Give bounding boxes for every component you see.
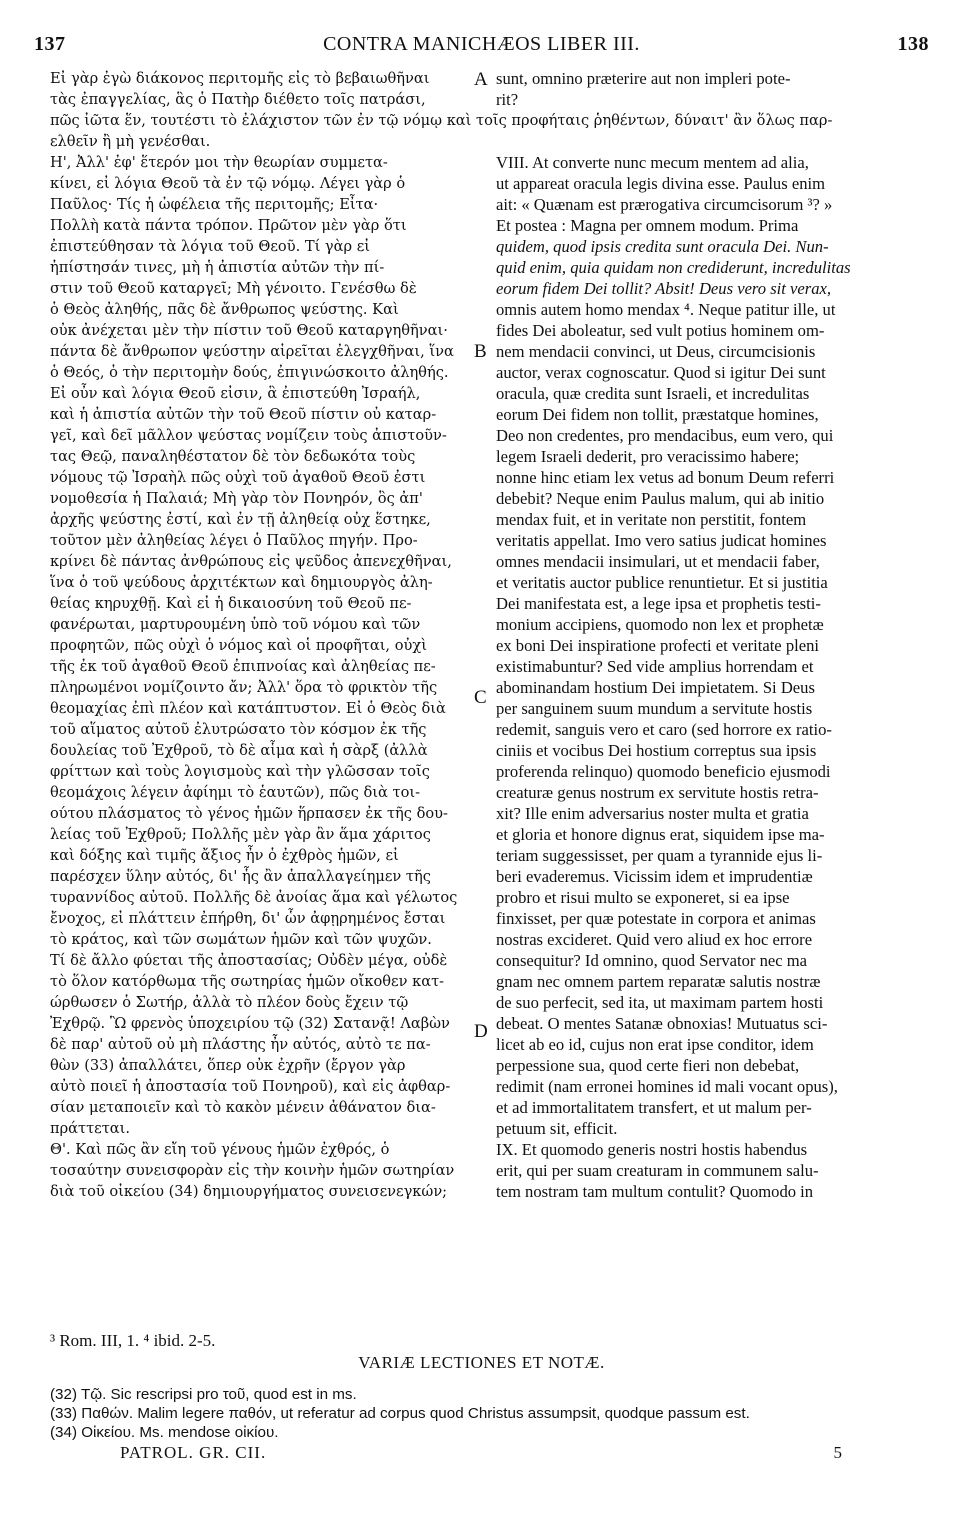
latin-line: rit? <box>496 90 519 109</box>
latin-line: fides Dei aboleatur, sed vult potius hominem om- <box>496 321 825 340</box>
greek-line: θὼν (33) ἀπαλλάτει, ὅπερ οὐκ ἐχρῆν (ἔργον γὰρ <box>50 1057 406 1074</box>
greek-line: κίνει, εἰ λόγια Θεοῦ τὰ ἐν τῷ νόμῳ. Λέγει γὰρ ὁ <box>50 175 406 192</box>
latin-line: consequitur? Id omnino, quod Servator nec ma <box>496 951 808 970</box>
latin-line: tem nostram tam multum contulit? Quomodo in <box>496 1182 814 1201</box>
latin-line: VIII. At converte nunc mecum mentem ad alia, <box>496 153 809 172</box>
note-line: (34) Οἰκείου. Ms. mendose οἰκίου. <box>50 1424 279 1441</box>
greek-line: καὶ δόξης καὶ τιμῆς ἄξιος ἦν ὁ ἐχθρὸς ἡμῶν, εἰ <box>50 847 399 864</box>
latin-line: mendax fuit, et in veritate non perstitit, fontem <box>496 510 807 529</box>
running-title: CONTRA MANICHÆOS LIBER III. <box>323 33 640 55</box>
greek-line: ἵνα ὁ τοῦ ψεύδους ἀρχιτέκτων καὶ δημιουργὸς ἀλη- <box>50 574 433 591</box>
latin-column-top <box>496 68 926 110</box>
latin-line: beri evaderemus. Vicissim idem et imprudentiæ <box>496 867 813 886</box>
variae-notes <box>50 1385 926 1442</box>
greek-line: θεομαχίας ἐπὶ πλέον καὶ κατάπτυστον. Εἰ ὁ Θεὸς διὰ <box>50 700 446 717</box>
running-header <box>34 33 929 59</box>
greek-line: τοῦτον μὲν ἀληθείας λέγει ὁ Παῦλος πηγήν. Προ- <box>50 532 418 549</box>
greek-line: Θ'. Καὶ πῶς ἂν εἴη τοῦ γένους ἡμῶν ἐχθρός, ὁ <box>50 1141 390 1158</box>
latin-line: auctor, verax cognoscatur. Quod si igitur Dei sunt <box>496 363 826 382</box>
footnote-references: ³ Rom. III, 1. ⁴ ibid. 2-5. <box>50 1331 216 1350</box>
footer-signature: PATROL. GR. CII. <box>120 1443 267 1462</box>
greek-line: νομοθεσία ἡ Παλαιά; Μὴ γὰρ τὸν Πονηρόν, ὃς ἀπ' <box>50 490 423 507</box>
greek-line: πάντα δὲ ἄνθρωπον ψεύστην αἱρεῖται ἐλεγχθῆναι, ἵνα <box>50 343 454 360</box>
greek-line: Η', Ἀλλ' ἐφ' ἕτερόν μοι τὴν θεωρίαν συμμετα- <box>50 154 388 171</box>
greek-line: Εἰ οὖν καὶ λόγια Θεοῦ εἰσιν, ἃ ἐπιστεύθη Ἰσραήλ, <box>50 385 421 402</box>
greek-line: ούτου πλάσματος τὸ γένος ἡμῶν ἥρπασεν ἐκ τῆς δου- <box>50 805 448 822</box>
greek-column-top <box>50 68 468 110</box>
latin-line: ex boni Dei inspiratione profecti et veritate pleni <box>496 636 820 655</box>
greek-line: διὰ τοῦ οἰκείου (34) δημιουργήματος συνεισενεγκών; <box>50 1183 448 1200</box>
greek-line: πράττεται. <box>50 1120 131 1137</box>
latin-line: ciniis et vocibus Dei hostium correptus sua ipsis <box>496 741 817 760</box>
greek-line: τὸ κράτος, καὶ τῶν σωμάτων ἡμῶν καὶ τῶν ψυχῶν. <box>50 931 432 948</box>
greek-line: τῆς ἐκ τοῦ ἀγαθοῦ Θεοῦ ἐπιπνοίας καὶ ἀληθείας πε- <box>50 658 436 675</box>
latin-line: quid enim, quia quidam non crediderunt, incredulitas <box>496 258 851 277</box>
variae-lectiones-title: VARIÆ LECTIONES ET NOTÆ. <box>358 1353 605 1372</box>
note-line: (32) Τῷ. Sic rescripsi pro τοῦ, quod est in ms. <box>50 1386 357 1403</box>
margin-letter-a: A <box>474 69 488 90</box>
margin-letter-c: C <box>474 687 487 708</box>
latin-line: debeat. O mentes Satanæ obnoxias! Mutuatus sci- <box>496 1014 828 1033</box>
greek-line: Εἰ γὰρ ἐγὼ διάκονος περιτομῆς εἰς τὸ βεβαιωθῆναι <box>50 70 430 87</box>
latin-line: Dei manifestata est, a lege ipsa et prophetis testi- <box>496 594 821 613</box>
latin-line: eorum fidem Dei tollit? Absit! Deus vero sit verax, <box>496 279 832 298</box>
greek-line: Παῦλος· Τίς ἡ ὠφέλεια τῆς περιτομῆς; Εἶτα· <box>50 196 379 213</box>
latin-line: et gloria et honore dignus erat, siquidem ipse ma- <box>496 825 825 844</box>
latin-line: omnes mendacii insimulari, ut et mendacii faber, <box>496 552 820 571</box>
latin-line: nostras excideret. Quid vero aliud ex hoc errore <box>496 930 813 949</box>
margin-letter-b: B <box>474 341 487 362</box>
greek-line: στιν τοῦ Θεοῦ καταργεῖ; Μὴ γένοιτο. Γενέσθω δὲ <box>50 280 417 297</box>
greek-line: τοσαύτην συνεισφορὰν εἰς τὴν κοινὴν ἡμῶν σωτηρίαν <box>50 1162 455 1179</box>
greek-line: ἠπίστησάν τινες, μὴ ἡ ἀπιστία αὐτῶν τὴν πί- <box>50 259 385 276</box>
latin-line: de suo perfecit, sed ita, ut maximam partem hosti <box>496 993 824 1012</box>
latin-line: nem mendacii convinci, ut Deus, circumcisionis <box>496 342 816 361</box>
latin-line: nonne hinc etiam lex vetus ad bonum Deum referri <box>496 468 835 487</box>
greek-line: ἀρχῆς ψεύστης ἐστί, καὶ ἐν τῇ ἀληθείᾳ οὐχ ἕστηκε, <box>50 511 431 528</box>
latin-line: teriam suggessisset, per quam a tyrannide ejus li- <box>496 846 823 865</box>
latin-line: abominandam hostium Dei impietatem. Si Deus <box>496 678 815 697</box>
latin-line: monium accipiens, quomodo non lex et prophetæ <box>496 615 824 634</box>
latin-line: existimabuntur? Sed vide amplius horrendam et <box>496 657 814 676</box>
latin-line: redemit, sanguis vero et caro (sed horrore ex ratio- <box>496 720 832 739</box>
footer-sheet-number: 5 <box>833 1443 843 1462</box>
latin-line: proferenda relinquo) quomodo beneficio ejusmodi <box>496 762 831 781</box>
latin-line: Et postea : Magna per omnem modum. Prima <box>496 216 799 235</box>
greek-line: Πολλὴ κατὰ πάντα τρόπον. Πρῶτον μὲν γὰρ ὅτι <box>50 217 407 234</box>
greek-line: λείας τοῦ Ἐχθροῦ; Πολλῆς μὲν γὰρ ἂν ἅμα χάριτος <box>50 826 431 843</box>
latin-line: creaturæ genus nostrum ex servitute hostis retra- <box>496 783 819 802</box>
latin-line: licet ab eo id, cujus non erat ipse conditor, idem <box>496 1035 814 1054</box>
greek-line: ὁ Θεός, ὁ τὴν περιτομὴν δούς, ἐπιγινώσκοιτο ἀληθής. <box>50 364 449 381</box>
latin-line: sunt, omnino præterire aut non impleri pote- <box>496 69 791 88</box>
latin-line: ut appareat oracula legis divina esse. Paulus enim <box>496 174 826 193</box>
latin-line: quidem, quod ipsis credita sunt oracula Dei. Nun- <box>496 237 829 256</box>
greek-line: γεῖ, καὶ δεῖ μᾶλλον ψεύστας νομίζειν τοὺς ἀπιστοῦν- <box>50 427 447 444</box>
latin-line: per sanguinem suum mundum a servitute hostis <box>496 699 813 718</box>
greek-line: αὐτὸ ποιεῖ ἡ ἀποστασία τοῦ Πονηροῦ), καὶ εἰς ἀφθαρ- <box>50 1078 451 1095</box>
latin-line: IX. Et quomodo generis nostri hostis habendus <box>496 1140 808 1159</box>
greek-line: πῶς ἰῶτα ἕν, τουτέστι τὸ ἐλάχιστον τῶν ἐν τῷ νόμῳ καὶ τοῖς προφήταις ῥηθέντων, δύναιτ' ἂν ὅλως παρ- <box>50 112 833 129</box>
latin-line: debebit? Neque enim Paulus malum, qui ab initio <box>496 489 825 508</box>
latin-line: gnam nec omnem partem reparatæ salutis nostræ <box>496 972 821 991</box>
greek-column <box>50 152 468 1202</box>
latin-line: probro et risui multo se exponeret, si ea ipse <box>496 888 790 907</box>
latin-line: et ad immortalitatem transfert, et ut malum per- <box>496 1098 812 1117</box>
greek-line: τοῦ αἵματος αὐτοῦ ἐλυτρώσατο τὸν κόσμον ἐκ τῆς <box>50 721 427 738</box>
latin-line: et veritatis auctor publice renuntietur. Et si justitia <box>496 573 828 592</box>
latin-line: veritatis appellat. Imo vero satius judicat homines <box>496 531 827 550</box>
greek-line: ὁ Θεὸς ἀληθής, πᾶς δὲ ἄνθρωπος ψεύστης. Καὶ <box>50 301 399 318</box>
greek-line: τας Θεῷ, παναληθέστατον δὲ τὸν δεδωκότα τοὺς <box>50 448 416 465</box>
greek-line: καὶ ἡ ἀπιστία αὐτῶν τὴν τοῦ Θεοῦ πίστιν οὐ καταρ- <box>50 406 437 423</box>
greek-line: νόμους τῷ Ἰσραὴλ πῶς οὐχὶ τοῦ ἀγαθοῦ Θεοῦ ἐστι <box>50 469 426 486</box>
latin-line: Deo non credentes, pro mendacibus, eum vero, qui <box>496 426 834 445</box>
greek-line: σίαν μεταποιεῖν καὶ τὸ κακὸν μένειν ἀθάνατον δια- <box>50 1099 436 1116</box>
latin-line: xit? Ille enim adversarius noster multa et gratia <box>496 804 809 823</box>
greek-line: ώρθωσεν ὁ Σωτήρ, ἀλλὰ τὸ πλέον δοὺς ἔχειν τῷ <box>50 994 409 1011</box>
note-line: (33) Παθών. Malim legere παθόν, ut referatur ad corpus quod Christus assumpsit, quodque passum est. <box>50 1405 750 1422</box>
greek-line: τὰς ἐπαγγελίας, ἃς ὁ Πατὴρ διέθετο τοῖς πατράσι, <box>50 91 426 108</box>
greek-line: τὸ ὅλον κατόρθωμα τῆς σωτηρίας ἡμῶν οἴκοθεν κατ- <box>50 973 445 990</box>
greek-line: προφητῶν, πῶς οὐχὶ ὁ νόμος καὶ οἱ προφῆται, οὐχὶ <box>50 637 427 654</box>
greek-line: τυραννίδος αὐτοῦ. Πολλῆς δὲ ἀνοίας ἅμα καὶ γέλωτος <box>50 889 458 906</box>
page-number-left: 137 <box>34 33 66 55</box>
latin-column <box>496 152 926 1202</box>
full-width-lines <box>50 110 926 152</box>
greek-line: κρίνει δὲ πάντας ἀνθρώπους εἰς ψεῦδος ἀπενεχθῆναι, <box>50 553 452 570</box>
latin-line: ait: « Quænam est prærogativa circumcisorum ³? » <box>496 195 833 214</box>
page-number-right: 138 <box>897 33 929 55</box>
greek-line: ἔνοχος, εἰ πλάττειν ἐπήρθη, δι' ὧν ἀφῃρημένος ἔσται <box>50 910 446 927</box>
greek-line: θεομάχοις λέγειν ἀφίημι τὸ ἑαυτῶν), πῶς διὰ τοι- <box>50 784 421 801</box>
greek-line: πληρωμένοι νομίζοιντο ἄν; Ἀλλ' ὅρα τὸ φρικτὸν τῆς <box>50 679 438 696</box>
latin-line: omnis autem homo mendax ⁴. Neque patitur ille, ut <box>496 300 836 319</box>
latin-line: redimit (nam erronei homines id mali vocant opus), <box>496 1077 838 1096</box>
greek-line: δουλείας τοῦ Ἐχθροῦ, τὸ δὲ αἷμα καὶ ἡ σὰρξ (ἀλλὰ <box>50 742 428 759</box>
latin-line: oracula, quæ credita sunt Israeli, et incredulitas <box>496 384 810 403</box>
greek-line: παρέσχεν ὕλην αὐτός, δι' ἧς ἂν ἀπαλλαγείημεν τῆς <box>50 868 431 885</box>
greek-line: φρίττων καὶ τοὺς λογισμοὺς καὶ τὴν γλῶσσαν τοῖς <box>50 763 430 780</box>
greek-line: Τί δὲ ἄλλο φύεται τῆς ἀποστασίας; Οὐδὲν μέγα, οὐδὲ <box>50 952 448 969</box>
latin-line: perpessione sua, quod certe fieri non debebat, <box>496 1056 800 1075</box>
margin-letter-d: D <box>474 1021 488 1042</box>
greek-line: θείας κηρυχθῇ. Καὶ εἰ ἡ δικαιοσύνη τοῦ Θεοῦ πε- <box>50 595 412 612</box>
latin-line: eorum Dei fidem non tollit, præstatque homines, <box>496 405 819 424</box>
greek-line: δὲ παρ' αὐτοῦ οὐ μὴ πλάστης ἦν αὐτός, αὐτὸ τε πα- <box>50 1036 431 1053</box>
latin-line: finxisset, per quæ potestate in corpora et animas <box>496 909 816 928</box>
latin-line: legem Israeli dederit, pro veracissimo habere; <box>496 447 800 466</box>
greek-line: Ἐχθρῷ. Ὢ φρενὸς ὑποχειρίου τῷ (32) Σατανᾷ! Λαβὼν <box>50 1015 450 1032</box>
greek-line: φανέρωται, μαρτυρουμένη ὑπὸ τοῦ νόμου καὶ τῶν <box>50 616 421 633</box>
latin-line: petuum sit, efficit. <box>496 1119 618 1138</box>
greek-line: οὐκ ἀνέχεται μὲν τὴν πίστιν τοῦ Θεοῦ καταργηθῆναι· <box>50 322 448 339</box>
latin-line: erit, qui per suam creaturam in communem salu- <box>496 1161 819 1180</box>
greek-line: ἐπιστεύθησαν τὰ λόγια τοῦ Θεοῦ. Τί γὰρ εἰ <box>50 238 371 255</box>
greek-line: ελθεῖν ἢ μὴ γενέσθαι. <box>50 133 211 150</box>
